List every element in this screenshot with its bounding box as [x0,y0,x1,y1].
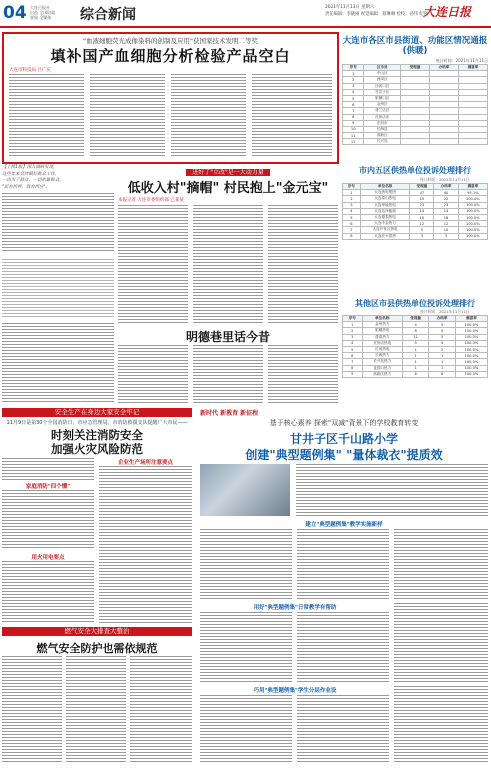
school-text-col [200,695,292,764]
table-row: 1 大连热电集团 47 40 95.1% [343,190,488,196]
mid-kicker: 进好了"立改"是一大动力量 [118,167,338,176]
school-subheading: 巧用"典型题例集"学生分层作业设 [253,688,337,694]
school-text-col [394,603,488,682]
school-text-col [200,612,292,682]
safety-headline-2: 加强火灾风险防范 [51,442,143,456]
table-row: 7 大连开发区热电 5 10 100.0% [343,227,488,233]
ranking-title: 市内五区供热单位投诉处理排行 [359,166,471,175]
header-small-line: 大连日报社 [30,5,50,10]
school-headline: 甘井子区千山路小学 [289,432,398,446]
lead-byline: 大连市科技局 吕广庆 [9,68,51,73]
lead-kicker: "血液细胞荧光成像染料的创制及应用"获国家技术发明二等奖 [83,37,258,45]
table-row: 9 庄河市 [343,120,488,126]
school-kicker: 基于核心素养 探索"双减"背景下的学校教育转变 [269,419,419,427]
table-header: 满意率 [458,65,487,71]
gas-headline: 燃气安全防护也需依规范 [36,642,158,655]
school-text-col [394,686,488,764]
table-row: 4 甘井子区 [343,89,488,95]
table-row: 3 沙河口区 [343,83,488,89]
gas-section-bar: 燃气安全大排查大整治 [2,627,192,636]
quote-line: 【上接1版】深入调研发现， [2,165,58,170]
safety-subheading: 家庭消防"四个懂" [25,484,71,490]
lead-story-box [2,32,339,164]
table-row: 2 西岗区 [343,77,488,83]
gas-text-col [2,656,62,764]
section-title: 综合新闻 [80,7,136,23]
safety-text [99,466,192,623]
quote-line: "民有所呼，我有所应"。 [2,184,50,190]
table-row: 7 长兴岛热力 1 1 100.0% [343,359,488,365]
table-header: 办结率 [429,65,458,71]
table-row: 5 旅顺口区 [343,95,488,101]
table-row: 6 大连中金热力 12 12 100.0% [343,221,488,227]
school-text-col [297,529,389,599]
school-text-col [297,695,389,764]
table-row: 8 大连长兴供热 3 3 100.0% [343,233,488,239]
safety-text [2,561,94,623]
school-text-col [394,529,488,599]
mid-byline: 本报记者 大连市委组织部 乙某某 [118,198,184,203]
ranking-subtitle: 统计时间：2021年11月11日 [420,177,470,182]
gas-text-col [130,656,192,764]
newspaper-logo: 大连日报 [423,5,472,19]
school-headline-2: 创建"典型题例集" "量体裁衣"提质效 [245,448,443,462]
lead-text-col [9,74,84,158]
table-row: 12 长兴岛 [343,139,488,145]
quote-line: 一切为了群众，一切依靠群众。 [2,178,64,183]
table-header: 区市县 [364,65,401,71]
table-row: 3 大连华能热电 23 23 100.0% [343,202,488,208]
page-header [0,0,491,28]
safety-subheading: 企业生产场所注意要点 [117,460,173,466]
table-row: 4 瓦房店热电 5 4 100.0% [343,340,488,346]
header-small-line: 出品 全国时政 [30,10,56,15]
mid-text-col [193,205,263,323]
safety-text [2,490,94,550]
story-text-col [118,345,188,403]
table-row: 2 旅顺热电 8 5 100.0% [343,328,488,334]
lead-headline: 填补国产血细胞分析检验产品空白 [50,47,291,65]
table-row: 3 普湾热力 11 5 100.0% [343,334,488,340]
safety-text [2,458,94,480]
safety-headline: 时刻关注消防安全 [51,428,143,442]
gas-text-col [66,656,126,764]
school-text-col [200,529,292,599]
school-photo [200,464,290,516]
table-row: 11 高新区 [343,133,488,139]
lead-text-col [90,74,165,158]
lead-text-col [171,74,246,158]
mid-headline: 低收入村"摘帽" 村民抱上"金元宝" [127,181,329,196]
story-text-col [193,345,263,403]
table-row: 7 普兰店区 [343,108,488,114]
school-subheading: 用好"典型题例集"日常教学有帮助 [253,605,337,611]
quote-text [2,193,114,253]
table-header: 序号 [343,65,364,71]
mid-text-col [268,205,338,323]
article-text [2,323,114,403]
lead-text-col [252,74,332,158]
quote-line: 这些年来坚持做好群众工作， [2,171,60,177]
school-subheading: 建立"典型题例集"教学实施新样 [305,522,383,528]
table-header: 受理量 [400,65,429,71]
school-text-col [297,612,389,682]
table-row: 5 大连德泰热电 10 18 100.0% [343,214,488,220]
table-row: 4 大连洁净能源 14 14 100.0% [343,208,488,214]
header-small-line: 要闻 全媒体 [30,15,52,20]
ranking-title: 其他区市县供热单位投诉处理排行 [355,299,475,308]
ranking-subtitle: 统计时间：2021年11月11日 [420,309,470,314]
school-section-tag: 新时代 新教育 新征程 [200,410,259,417]
table-row: 8 花园口热力 1 1 100.0% [343,365,488,371]
safety-kicker: 11月9日是第30个全国消防日，市应急管理局、市消防救援支队提醒广大市民—— [6,420,188,426]
table-row: 8 瓦房店市 [343,114,488,120]
table-row: 1 中山区 [343,71,488,77]
ranking-table: 序号 单位名称 受理量 办结率 满意率 1 大连热电集团 47 40 95.1% 2 大连泰山热电 15 22 100.0% 3 大连华能热电 23 23 100.0% 4 大连洁净能源 14 14 100.0% 5 大连德泰热电 10 18 100.0% 6 大连中金热力 12 12 100.0% 7 大连开发区热电 5 10 100.0% 8 大连长兴供热 3 3 100.0% [342,183,488,240]
mid-text-col [118,205,188,323]
table-row: 9 高新区热力 6 6 100.0% [343,371,488,377]
school-intro-text [296,464,488,516]
table-row: 6 长海热力 1 1 100.0% [343,353,488,359]
header-small-text [30,5,72,20]
editor-credits: 责任编辑：李晓丽 视觉编辑：蔡琳琳 检校：孙伟 纪强 [325,12,428,17]
safety-subheading: 用火用电要点 [31,555,65,561]
issue-date: 2021年11月13日 星期六 [325,5,375,10]
editorial-quote [2,165,114,320]
story-headline: 明德巷里话今昔 [185,330,270,344]
table-row: 5 庄河热电 1 2 100.0% [343,346,488,352]
story-text-col [268,345,338,403]
article-text [2,259,114,319]
side-panel-title: 大连市各区市县街道、功能区情况通报(供暖) [342,36,488,56]
table-row: 2 大连泰山热电 15 22 100.0% [343,196,488,202]
ranking-table: 序号 单位名称 受理量 办结率 满意率 1 金州热力 4 5 100.0% 2 旅顺热电 8 5 100.0% 3 普湾热力 11 5 100.0% 4 瓦房店热电 5 4 100.0% 5 庄河热电 1 2 100.0% 6 长海热力 1 1 100.0% 7 长兴岛热力 1 1 100.0% 8 花园口热力 1 1 100.0% 9 高新区热力 6 6 100.0% [342,315,488,378]
page-number: 04 [3,3,27,23]
table-row: 6 金州区 [343,102,488,108]
district-table [342,64,488,145]
table-row: 10 长海县 [343,126,488,132]
side-panel-subtitle: 统计时间：2021年11月11日 [435,58,488,63]
safety-section-bar: 安全生产在身边大家安全牢记 [2,408,192,417]
table-row: 1 金州热力 4 5 100.0% [343,322,488,328]
